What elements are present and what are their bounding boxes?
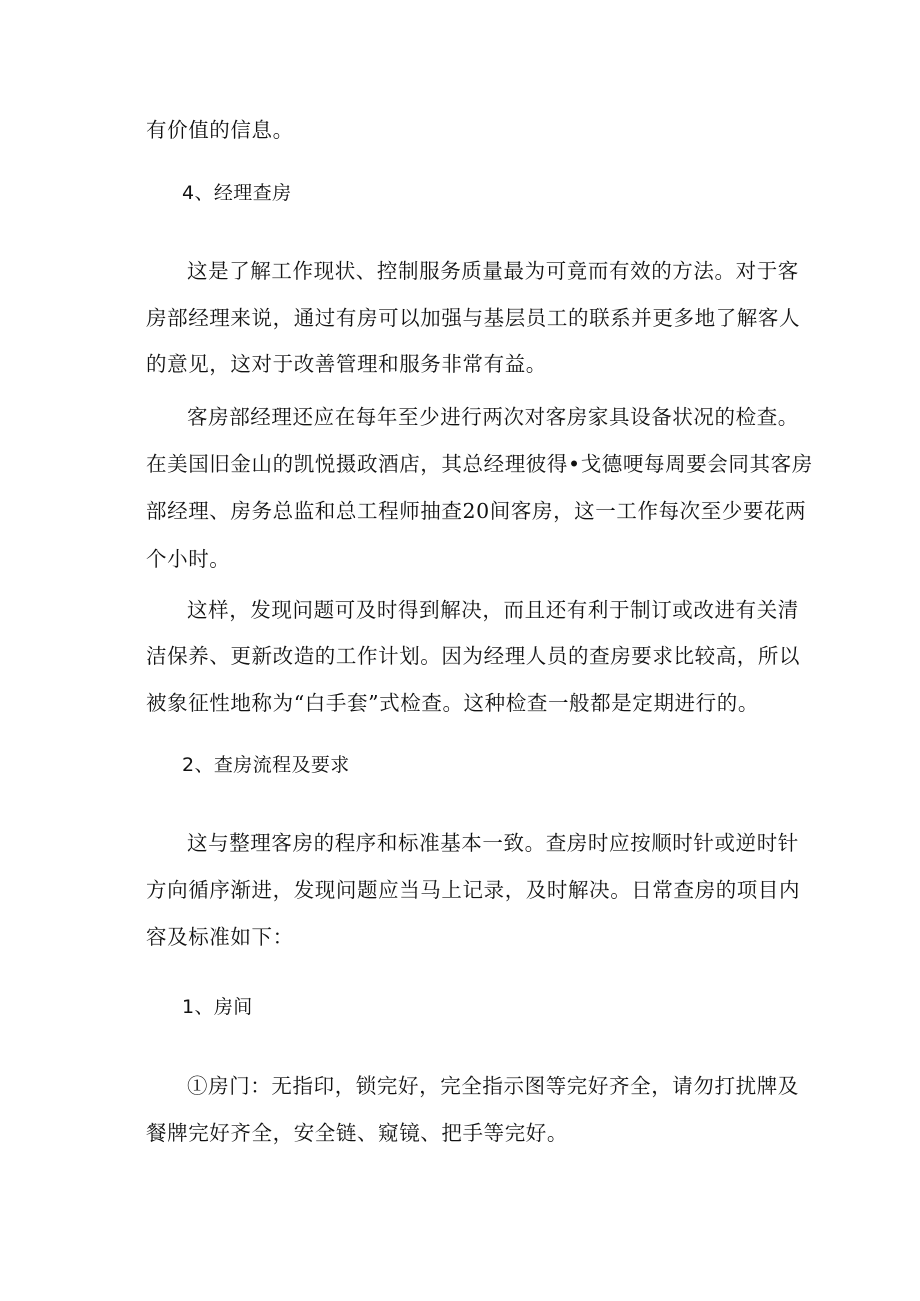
paragraph-line: 的意见，这对于改善管理和服务非常有益。 xyxy=(146,352,547,376)
paragraph-line: 房部经理来说，通过有房可以加强与基层员工的联系并更多地了解客人 xyxy=(146,306,801,330)
section-heading-inspection-process: 2、查房流程及要求 xyxy=(182,754,350,776)
paragraph-line: 这样，发现问题可及时得到解决，而且还有利于制订或改进有关清 xyxy=(187,598,799,622)
paragraph-line: 洁保养、更新改造的工作计划。因为经理人员的查房要求比较高，所以 xyxy=(146,644,801,668)
paragraph-line: 个小时。 xyxy=(146,547,231,571)
paragraph-line: 部经理、房务总监和总工程师抽查20间客房，这一工作每次至少要花两 xyxy=(146,499,807,523)
paragraph-line: 在美国旧金山的凯悦摄政酒店，其总经理彼得•戈德哽每周要会同其客房 xyxy=(146,452,813,476)
paragraph-line: 被象征性地称为“白手套”式检查。这种检查一般都是定期进行的。 xyxy=(146,691,759,715)
paragraph-line: 这与整理客房的程序和标准基本一致。查房时应按顺时针或逆时针 xyxy=(187,831,799,855)
paragraph-line: 餐牌完好齐全，安全链、窥镜、把手等完好。 xyxy=(146,1121,568,1145)
paragraph-line: 容及标准如下： xyxy=(146,925,294,949)
paragraph-line: 这是了解工作现状、控制服务质量最为可竟而有效的方法。对于客 xyxy=(187,259,799,283)
section-heading-room: 1、房间 xyxy=(182,996,253,1018)
paragraph-line: ①房门：无指印，锁完好，完全指示图等完好齐全，请勿打扰牌及 xyxy=(187,1074,799,1098)
paragraph-line: 客房部经理还应在每年至少进行两次对客房家具设备状况的检查。 xyxy=(187,405,799,429)
paragraph-line: 有价值的信息。 xyxy=(146,118,294,142)
section-heading-manager-inspection: 4、经理查房 xyxy=(182,182,292,204)
paragraph-line: 方向循序渐进，发现问题应当马上记录，及时解决。日常查房的项目内 xyxy=(146,878,801,902)
